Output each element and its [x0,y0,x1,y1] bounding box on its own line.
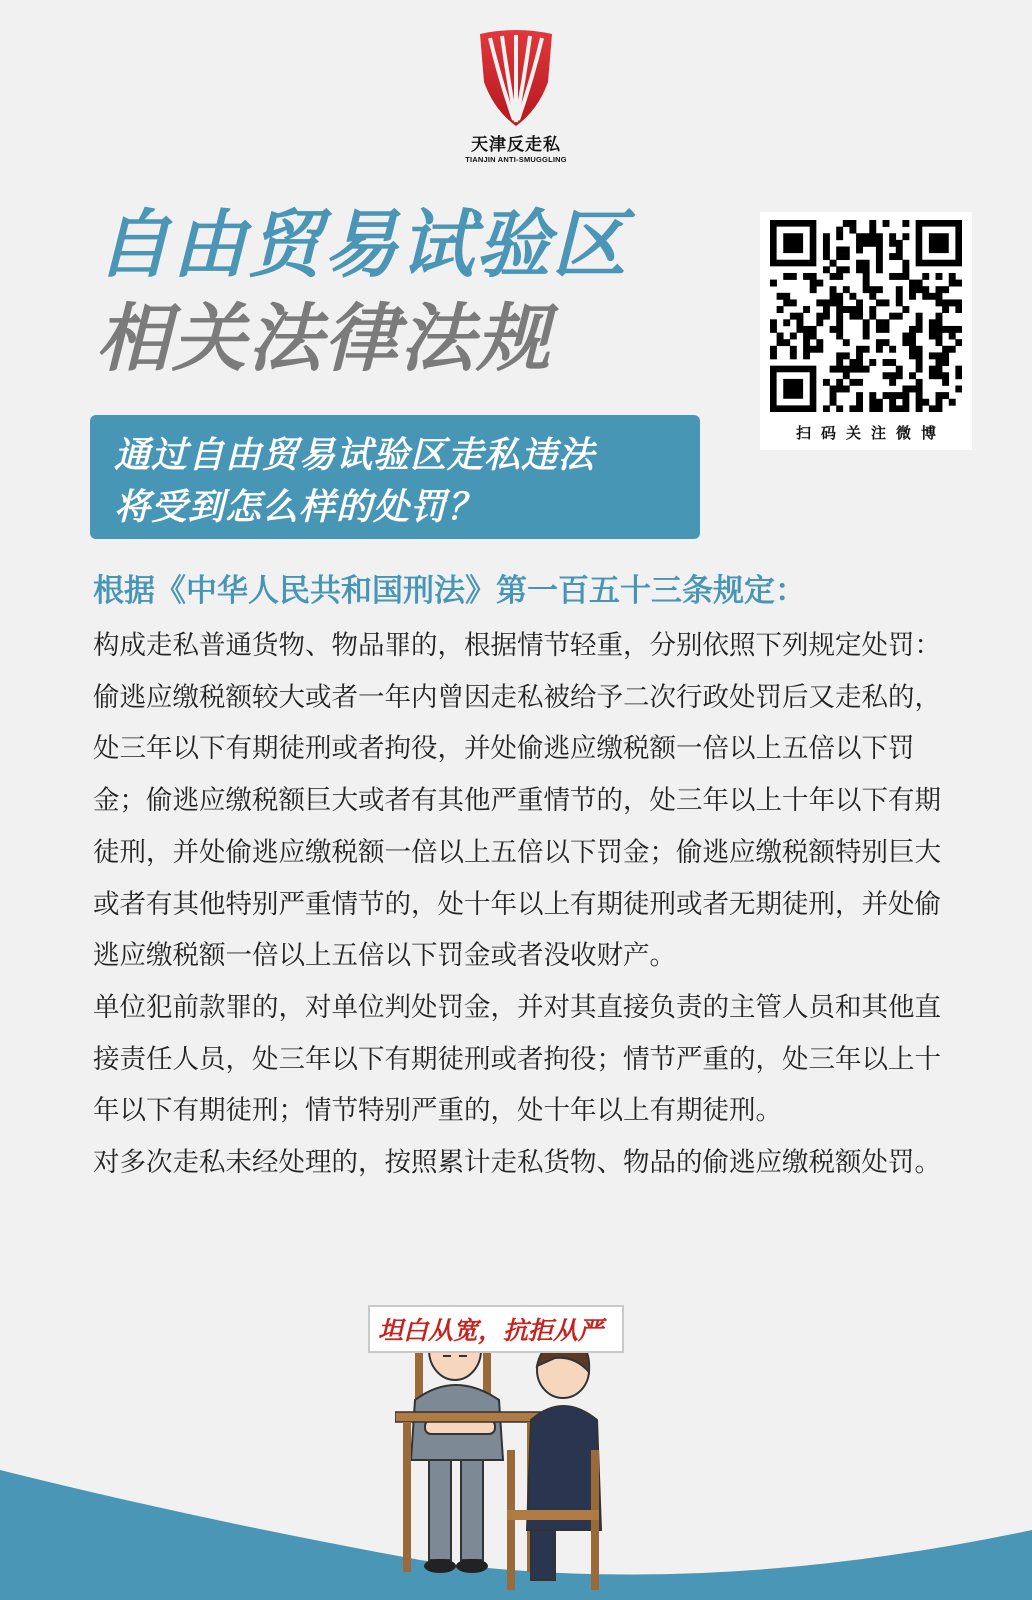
question-line-1: 通过自由贸易试验区走私违法 [114,435,596,476]
law-reference-heading: 根据《中华人民共和国刑法》第一百五十三条规定： [93,573,806,609]
paragraph-2: 单位犯前款罪的，对单位判处罚金，并对其直接负责的主管人员和其他直接责任人员，处三年以下有期徒刑或者拘役；情节严重的，处三年以上十年以下有期徒刑；情节特别严重的，处十年以上有期徒刑。 [93,991,941,1127]
qr-code [770,220,962,412]
question-banner [90,415,700,539]
qr-code-card[interactable] [760,212,972,450]
slogan-sign [368,1305,624,1353]
question-line-2: 将受到怎么样的处罚？ [114,487,485,528]
logo-name-cn: 天津反走私 [471,135,561,155]
paragraph-1: 构成走私普通货物、物品罪的，根据情节轻重，分别依照下列规定处罚：偷逃应缴税额较大或者一年内曾因走私被给予二次行政处罚后又走私的，处三年以下有期徒刑或者拘役，并处偷逃应缴税额一倍以上五倍以下罚金；偷逃应缴税额巨大或者有其他严重情节的，处三年以上十年以下有期徒刑，并处偷逃应缴税额一倍以上五倍以下罚金；偷逃应缴税额特别巨大或者有其他特别严重情节的，处十年以上有期徒刑或者无期徒刑，并处偷逃应缴税额一倍以上五倍以下罚金或者没收财产。 [93,630,941,972]
tianjin-anti-smuggling-logo [456,30,576,170]
logo-name-en: TIANJIN ANTI-SMUGGLING [465,155,567,164]
qr-caption: 扫码关注微博 [795,424,946,442]
shield-logo-icon [474,30,558,128]
title-line-1: 自由贸易试验区 [96,202,628,288]
title-line-2: 相关法律法规 [96,296,552,382]
paragraph-3: 对多次走私未经处理的，按照累计走私货物、物品的偷逃应缴税额处罚。 [93,1147,941,1179]
law-text [93,620,953,1189]
slogan-text: 坦白从宽，抗拒从严 [378,1316,604,1345]
